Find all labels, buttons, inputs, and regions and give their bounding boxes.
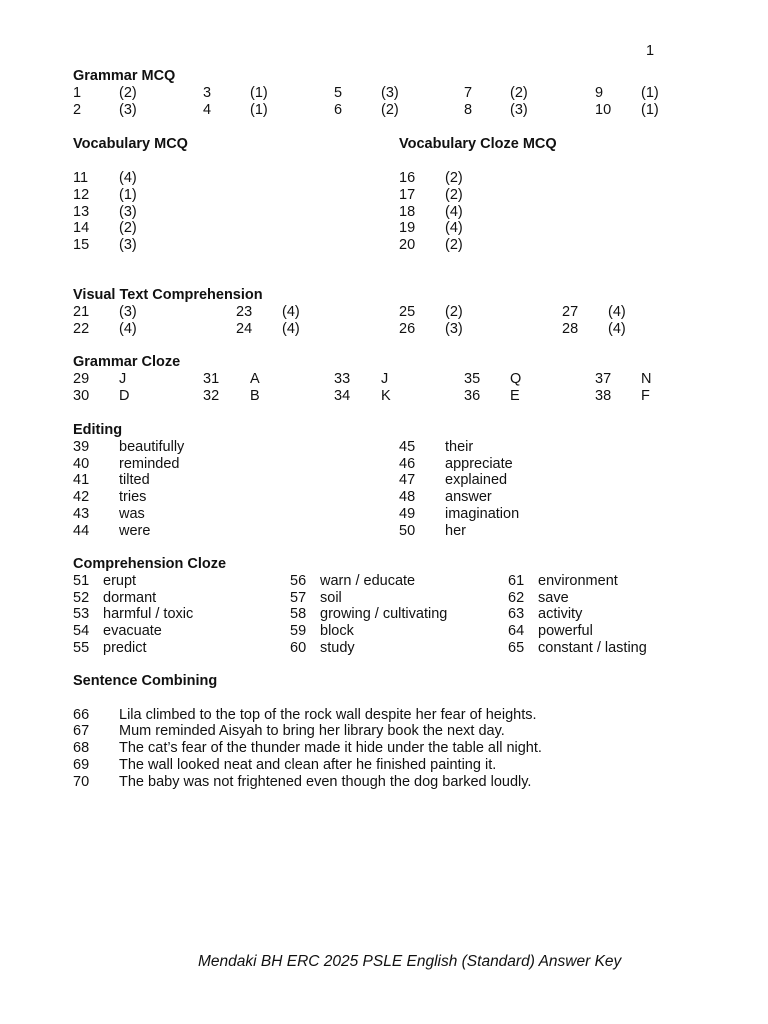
answer-value: answer <box>445 489 492 506</box>
question-number: 33 <box>334 370 351 387</box>
question-number: 8 <box>464 101 473 118</box>
answer-row <box>73 757 728 774</box>
section-heading: Sentence Combining <box>73 673 218 689</box>
answer-value: (1) <box>250 101 268 118</box>
answer-value: (2) <box>119 220 137 237</box>
answer-value: F <box>641 387 650 404</box>
question-number: 44 <box>73 522 90 539</box>
question-number: 20 <box>399 237 416 254</box>
question-number: 37 <box>595 370 612 387</box>
answer-value: J <box>381 370 389 387</box>
question-number: 39 <box>73 438 90 455</box>
answer-row <box>399 439 728 456</box>
question-number: 15 <box>73 237 90 254</box>
answer-value: harmful / toxic <box>103 606 194 623</box>
question-number: 9 <box>595 84 604 101</box>
grammar-cloze-section <box>73 354 728 404</box>
answer-row <box>399 220 728 237</box>
question-number: 10 <box>595 101 612 118</box>
answer-list <box>508 573 728 657</box>
answer-grid <box>73 371 728 405</box>
section-heading: Vocabulary Cloze MCQ <box>399 136 557 152</box>
answer-value: The baby was not frightened even though the dog barked loudly. <box>119 773 532 790</box>
answer-value: activity <box>538 606 583 623</box>
answer-value: (4) <box>282 303 300 320</box>
question-number: 70 <box>73 773 90 790</box>
question-number: 68 <box>73 740 90 757</box>
question-number: 52 <box>73 589 90 606</box>
question-number: 13 <box>73 203 90 220</box>
question-number: 66 <box>73 706 90 723</box>
section-heading: Editing <box>73 422 123 438</box>
answer-value: (2) <box>445 186 463 203</box>
answer-value: (4) <box>445 203 463 220</box>
answer-value: dormant <box>103 589 157 606</box>
answer-row <box>508 640 728 657</box>
answer-value: constant / lasting <box>538 639 647 656</box>
answer-value: erupt <box>103 572 137 589</box>
question-number: 1 <box>73 84 82 101</box>
answer-row <box>399 472 728 489</box>
question-number: 28 <box>562 320 579 337</box>
answer-value: (3) <box>381 84 399 101</box>
answer-row <box>73 388 728 405</box>
answer-list <box>399 439 728 540</box>
question-number: 36 <box>464 387 481 404</box>
answer-value: (3) <box>510 101 528 118</box>
answer-value: (2) <box>445 237 463 254</box>
question-number: 47 <box>399 472 416 489</box>
question-number: 69 <box>73 756 90 773</box>
answer-value: was <box>119 505 145 522</box>
answer-row <box>73 723 728 740</box>
question-number: 50 <box>399 522 416 539</box>
question-number: 6 <box>334 101 343 118</box>
sentence-combining-answers <box>73 707 728 791</box>
answer-value: (3) <box>119 101 137 118</box>
answer-value: (1) <box>119 186 137 203</box>
answer-row <box>399 204 728 221</box>
comprehension-cloze-col3 <box>508 573 728 657</box>
answer-value: J <box>119 370 127 387</box>
question-number: 16 <box>399 170 416 186</box>
answer-value: (2) <box>119 84 137 101</box>
question-number: 53 <box>73 606 90 623</box>
answer-row <box>508 590 728 607</box>
answer-value: evacuate <box>103 623 162 640</box>
question-number: 41 <box>73 472 90 489</box>
answer-value: D <box>119 387 130 404</box>
answer-grid <box>73 304 728 338</box>
answer-value: tilted <box>119 472 150 489</box>
answer-value: predict <box>103 639 147 656</box>
question-number: 26 <box>399 320 416 337</box>
question-number: 51 <box>73 572 90 589</box>
answer-row <box>73 321 728 338</box>
answer-row <box>399 456 728 473</box>
answer-value: Lila climbed to the top of the rock wall despite her fear of heights. <box>119 706 537 723</box>
answer-value: (4) <box>119 320 137 337</box>
question-number: 31 <box>203 370 220 387</box>
answer-value: E <box>510 387 520 404</box>
question-number: 61 <box>508 572 525 589</box>
question-number: 21 <box>73 303 90 320</box>
visual-text-section <box>73 287 728 337</box>
question-number: 35 <box>464 370 481 387</box>
question-number: 57 <box>290 589 307 606</box>
answer-value: beautifully <box>119 438 185 455</box>
answer-row <box>73 85 728 102</box>
question-number: 48 <box>399 489 416 506</box>
answer-value: save <box>538 589 569 606</box>
question-number: 25 <box>399 303 416 320</box>
question-number: 60 <box>290 639 307 656</box>
question-number: 46 <box>399 455 416 472</box>
question-number: 65 <box>508 639 525 656</box>
question-number: 32 <box>203 387 220 404</box>
answer-row <box>73 707 728 724</box>
answer-value: (4) <box>608 320 626 337</box>
answer-value: (4) <box>445 220 463 237</box>
question-number: 30 <box>73 387 90 404</box>
answer-value: were <box>119 522 151 539</box>
answer-row <box>73 774 728 791</box>
question-number: 23 <box>236 303 253 320</box>
answer-value: (3) <box>119 303 137 320</box>
answer-row <box>399 170 728 187</box>
answer-value: B <box>250 387 260 404</box>
question-number: 2 <box>73 101 82 118</box>
vocabulary-cloze-mcq-section <box>399 136 728 153</box>
question-number: 43 <box>73 505 90 522</box>
question-number: 62 <box>508 589 525 606</box>
answer-row <box>73 304 728 321</box>
answer-value: N <box>641 370 652 387</box>
answer-list <box>73 707 728 791</box>
question-number: 56 <box>290 572 307 589</box>
question-number: 63 <box>508 606 525 623</box>
question-number: 24 <box>236 320 253 337</box>
answer-row <box>399 237 728 254</box>
answer-list <box>399 170 728 254</box>
section-heading: Grammar Cloze <box>73 354 181 370</box>
section-heading: Vocabulary MCQ <box>73 136 188 152</box>
answer-value: A <box>250 370 260 387</box>
answer-row <box>399 523 728 540</box>
question-number: 42 <box>73 489 90 506</box>
answer-value: soil <box>320 589 342 606</box>
editing-section <box>73 422 728 439</box>
answer-value: The cat’s fear of the thunder made it hide under the table all night. <box>119 740 542 757</box>
question-number: 55 <box>73 639 90 656</box>
question-number: 38 <box>595 387 612 404</box>
question-number: 5 <box>334 84 343 101</box>
answer-value: warn / educate <box>320 572 416 589</box>
answer-value: her <box>445 522 466 539</box>
answer-row <box>508 573 728 590</box>
answer-grid <box>73 85 728 119</box>
question-number: 19 <box>399 220 416 237</box>
document-footer: Mendaki BH ERC 2025 PSLE English (Standard) Answer Key <box>198 953 622 970</box>
answer-row <box>399 489 728 506</box>
answer-value: (4) <box>282 320 300 337</box>
answer-row <box>73 102 728 119</box>
answer-row <box>73 371 728 388</box>
answer-row <box>399 187 728 204</box>
question-number: 22 <box>73 320 90 337</box>
editing-answers-right <box>399 439 728 540</box>
answer-value: block <box>320 623 354 640</box>
answer-value: (4) <box>119 170 137 186</box>
question-number: 58 <box>290 606 307 623</box>
question-number: 18 <box>399 203 416 220</box>
section-heading: Grammar MCQ <box>73 68 176 84</box>
answer-value: imagination <box>445 505 520 522</box>
answer-value: Mum reminded Aisyah to bring her library book the next day. <box>119 723 505 740</box>
section-heading: Comprehension Cloze <box>73 556 227 572</box>
answer-value: study <box>320 639 355 656</box>
answer-value: appreciate <box>445 455 513 472</box>
answer-value: tries <box>119 489 147 506</box>
question-number: 7 <box>464 84 473 101</box>
answer-value: Q <box>510 370 522 387</box>
answer-value: (1) <box>641 84 659 101</box>
question-number: 17 <box>399 186 416 203</box>
question-number: 64 <box>508 623 525 640</box>
answer-value: (3) <box>119 203 137 220</box>
question-number: 34 <box>334 387 351 404</box>
answer-value: The wall looked neat and clean after he finished painting it. <box>119 756 497 773</box>
page-number: 1 <box>646 43 655 59</box>
question-number: 12 <box>73 186 90 203</box>
answer-value: K <box>381 387 391 404</box>
question-number: 40 <box>73 455 90 472</box>
answer-value: their <box>445 438 474 455</box>
question-number: 59 <box>290 623 307 640</box>
question-number: 54 <box>73 623 90 640</box>
sentence-combining-section <box>73 673 728 690</box>
answer-value: explained <box>445 472 508 489</box>
question-number: 14 <box>73 220 90 237</box>
answer-value: (4) <box>608 303 626 320</box>
answer-value: (2) <box>381 101 399 118</box>
question-number: 4 <box>203 101 212 118</box>
question-number: 67 <box>73 723 90 740</box>
question-number: 29 <box>73 370 90 387</box>
answer-value: reminded <box>119 455 180 472</box>
question-number: 45 <box>399 438 416 455</box>
answer-value: (1) <box>641 101 659 118</box>
question-number: 27 <box>562 303 579 320</box>
question-number: 3 <box>203 84 212 101</box>
answer-row <box>508 606 728 623</box>
answer-value: (3) <box>445 320 463 337</box>
answer-value: growing / cultivating <box>320 606 448 623</box>
answer-value: (2) <box>510 84 528 101</box>
answer-value: (1) <box>250 84 268 101</box>
answer-value: (2) <box>445 303 463 320</box>
answer-value: powerful <box>538 623 593 640</box>
comprehension-cloze-section <box>73 556 728 573</box>
answer-value: environment <box>538 572 618 589</box>
answer-row <box>73 740 728 757</box>
section-heading: Visual Text Comprehension <box>73 287 263 303</box>
grammar-mcq-section <box>73 68 728 118</box>
answer-value: (3) <box>119 237 137 254</box>
answer-value: (2) <box>445 170 463 186</box>
question-number: 49 <box>399 505 416 522</box>
answer-row <box>399 506 728 523</box>
answer-row <box>508 623 728 640</box>
vocabulary-cloze-answers <box>399 170 728 254</box>
question-number: 11 <box>73 170 89 186</box>
